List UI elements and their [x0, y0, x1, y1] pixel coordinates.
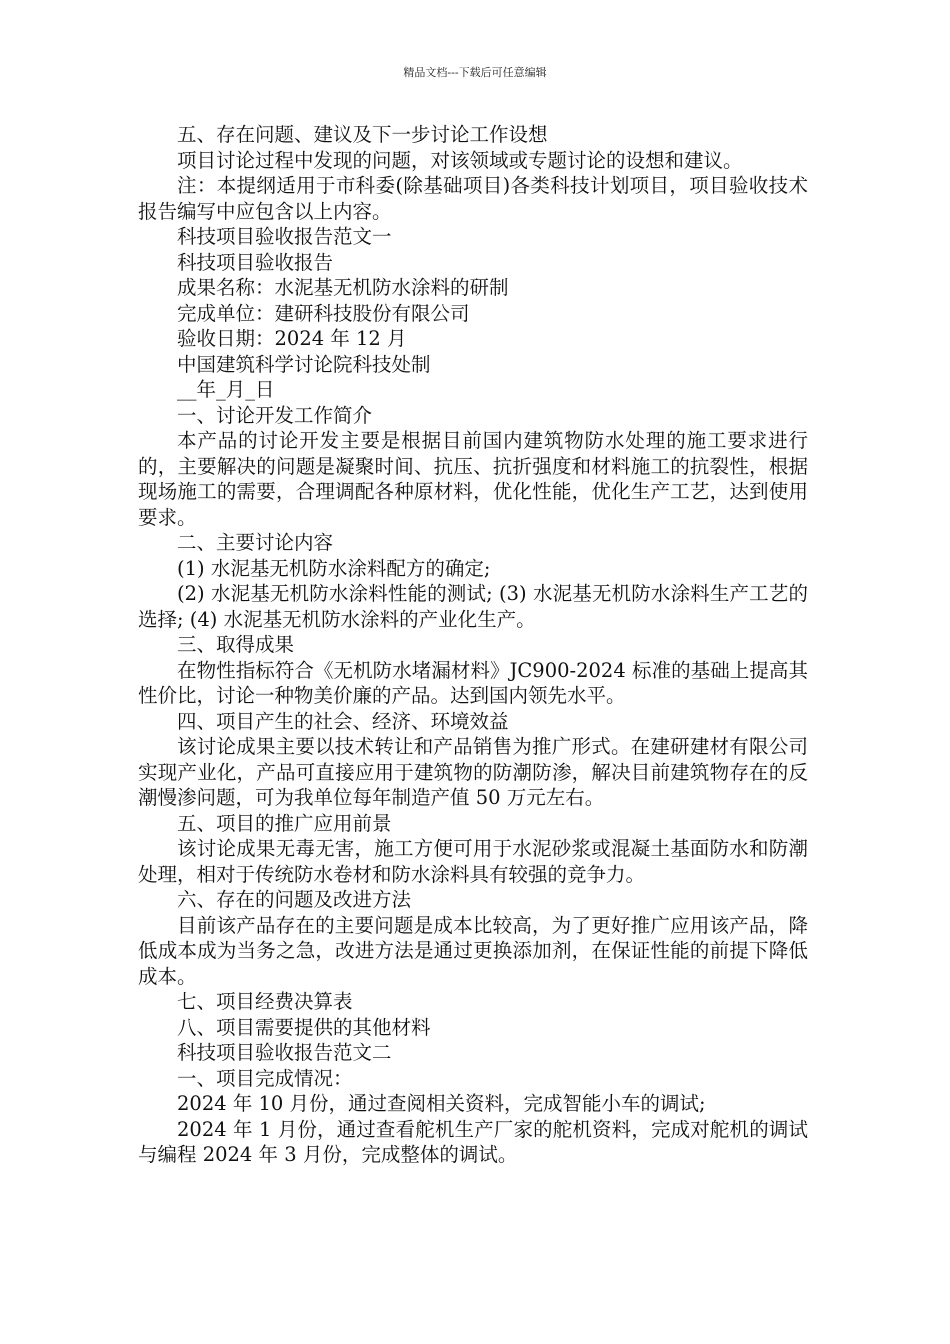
section-heading-benefits: 四、项目产生的社会、经济、环境效益: [177, 709, 509, 733]
document-body: [138, 122, 808, 1168]
report-title: 科技项目验收报告: [177, 250, 334, 274]
completion-unit: 完成单位：建研科技股份有限公司: [177, 301, 470, 325]
paragraph-issues: 目前该产品存在的主要问题是成本比较高，为了更好推广应用该产品，降低成本成为当务之急，改进方法是通过更换添加剂，在保证性能的前提下降低成本。: [138, 913, 808, 988]
paragraph-intro: 本产品的讨论开发主要是根据目前国内建筑物防水处理的施工要求进行的，主要解决的问题是凝聚时间、抗压、抗折强度和材料施工的抗裂性，根据现场施工的需要，合理调配各种原材料，优化性能，优化生产工艺，达到使用要求。: [138, 429, 808, 529]
section-heading-issues: 六、存在的问题及改进方法: [177, 888, 412, 911]
issuing-office: 中国建筑科学讨论院科技处制: [177, 352, 431, 376]
paragraph-timeline-january: 2024 年 1 月份，通过查看舵机生产厂家的舵机资料，完成对舵机的调试与编程 2024 年 3 月份，完成整体的调试。: [138, 1117, 808, 1166]
list-item-testing: (2) 水泥基无机防水涂料性能的测试; (3) 水泥基无机防水涂料生产工艺的选择; (4) 水泥基无机防水涂料的产业化生产。: [138, 582, 808, 631]
section-heading-results: 三、取得成果: [177, 633, 295, 656]
paragraph-prospects: 该讨论成果无毒无害，施工方便可用于水泥砂浆或混凝土基面防水和防潮处理，相对于传统防水卷材和防水涂料具有较强的竞争力。: [138, 837, 808, 886]
list-item-formula: (1) 水泥基无机防水涂料配方的确定;: [177, 556, 491, 580]
paragraph-note: 注：本提纲适用于市科委(除基础项目)各类科技计划项目，项目验收技术报告编写中应包含以上内容。: [138, 174, 808, 223]
section-heading-content: 二、主要讨论内容: [177, 531, 334, 554]
section-heading-problems: 五、存在问题、建议及下一步讨论工作设想: [177, 123, 548, 146]
acceptance-date: 验收日期：2024 年 12 月: [177, 327, 407, 350]
section-heading-prospects: 五、项目的推广应用前景: [177, 811, 392, 835]
sample-title-two: 科技项目验收报告范文二: [177, 1041, 392, 1064]
paragraph-timeline-october: 2024 年 10 月份，通过查阅相关资料，完成智能小车的调试;: [177, 1092, 706, 1115]
paragraph-problems-desc: 项目讨论过程中发现的问题，对该领域或专题讨论的设想和建议。: [177, 148, 743, 172]
date-blank: __年_月_日: [177, 378, 275, 401]
sample-title-one: 科技项目验收报告范文一: [177, 225, 392, 248]
section-heading-materials: 八、项目需要提供的其他材料: [177, 1015, 431, 1039]
result-name: 成果名称：水泥基无机防水涂料的研制: [177, 276, 509, 299]
page-header: 精品文档---下载后可任意编辑: [403, 66, 547, 79]
section-heading-completion: 一、项目完成情况：: [177, 1066, 353, 1090]
section-heading-intro: 一、讨论开发工作简介: [177, 403, 373, 427]
section-heading-budget: 七、项目经费决算表: [177, 990, 353, 1013]
paragraph-benefits: 该讨论成果主要以技术转让和产品销售为推广形式。在建研建材有限公司实现产业化，产品可直接应用于建筑物的防潮防渗，解决目前建筑物存在的反潮慢渗问题，可为我单位每年制造产值 50 万元左右。: [138, 735, 808, 809]
paragraph-results: 在物性指标符合《无机防水堵漏材料》JC900-2024 标准的基础上提高其性价比，讨论一种物美价廉的产品。达到国内领先水平。: [138, 658, 808, 707]
